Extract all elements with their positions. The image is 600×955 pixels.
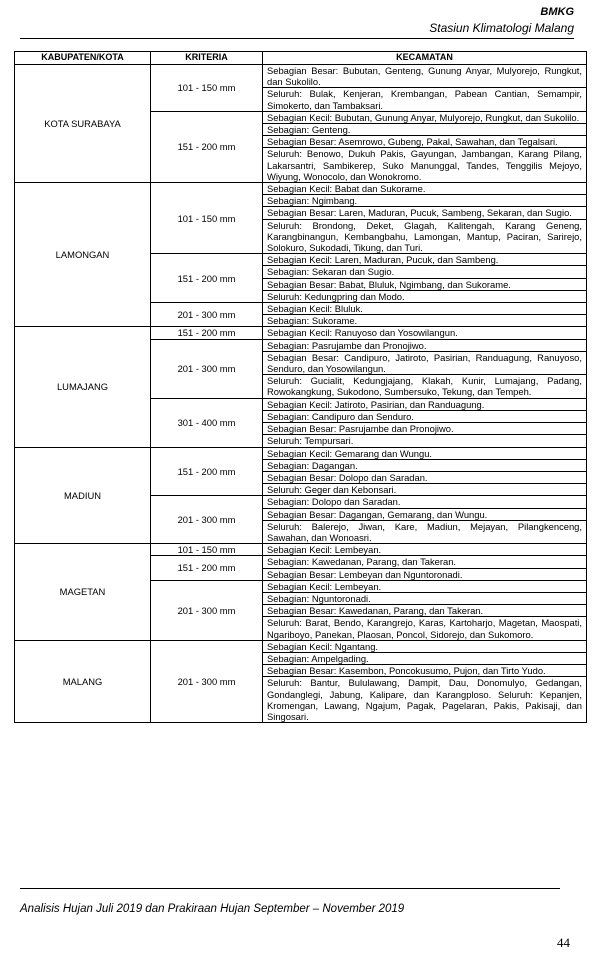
kecamatan-cell: Sebagian Kecil: Gemarang dan Wungu.: [263, 447, 587, 459]
kabupaten-cell: MAGETAN: [15, 544, 151, 641]
kriteria-cell: 101 - 150 mm: [151, 65, 263, 112]
table-row: [15, 447, 587, 459]
kecamatan-cell: Sebagian: Genteng.: [263, 124, 587, 136]
header-title: BMKG: [540, 6, 574, 18]
kriteria-cell: 301 - 400 mm: [151, 398, 263, 447]
table-row: [15, 183, 587, 195]
kecamatan-cell: Sebagian Besar: Lembeyan dan Nguntoronadi.: [263, 568, 587, 580]
kecamatan-cell: Sebagian: Dolopo dan Saradan.: [263, 496, 587, 508]
kecamatan-cell: Sebagian Kecil: Lembeyan.: [263, 544, 587, 556]
kecamatan-cell: Sebagian: Ngimbang.: [263, 195, 587, 207]
kecamatan-cell: Sebagian Kecil: Ngantang.: [263, 640, 587, 652]
kabupaten-cell: MALANG: [15, 640, 151, 722]
kecamatan-cell: Seluruh: Gucialit, Kedungjajang, Klakah, Kunir, Lumajang, Padang, Rowokangkung, Sukodono, Sumbersuko, Tekung, dan Tempeh.: [263, 375, 587, 398]
kecamatan-cell: Sebagian Kecil: Laren, Maduran, Pucuk, dan Sambeng.: [263, 254, 587, 266]
kecamatan-cell: Seluruh: Kedungpring dan Modo.: [263, 290, 587, 302]
kecamatan-cell: Sebagian Kecil: Ranuyoso dan Yosowilangun.: [263, 327, 587, 339]
kecamatan-cell: Seluruh: Bulak, Kenjeran, Krembangan, Pabean Cantian, Semampir, Simokerto, dan Tambaksari.: [263, 88, 587, 111]
table-row: [15, 327, 587, 339]
header-subtitle: Stasiun Klimatologi Malang: [429, 21, 574, 35]
kabupaten-cell: KOTA SURABAYA: [15, 65, 151, 183]
kecamatan-cell: Sebagian Besar: Kawedanan, Parang, dan Takeran.: [263, 605, 587, 617]
header-kabupaten: KABUPATEN/KOTA: [15, 52, 151, 65]
table-body: [15, 65, 587, 723]
table-row: [15, 640, 587, 652]
page-number: 44: [557, 935, 570, 950]
kecamatan-cell: Sebagian Besar: Asemrowo, Gubeng, Pakal, Sawahan, dan Tegalsari.: [263, 136, 587, 148]
kecamatan-cell: Seluruh: Brondong, Deket, Glagah, Kalitengah, Karang Geneng, Karangbinangun, Kembangbahu, Lamongan, Mantup, Paciran, Sarirejo, Solokuro, Sukodadi, Tikung, dan Turi.: [263, 219, 587, 254]
kriteria-cell: 151 - 200 mm: [151, 111, 263, 182]
kriteria-cell: 151 - 200 mm: [151, 556, 263, 580]
table-header-row: [15, 52, 587, 65]
footer-divider: [20, 888, 560, 889]
kecamatan-cell: Sebagian: Nguntoronadi.: [263, 592, 587, 604]
kriteria-cell: 201 - 300 mm: [151, 640, 263, 722]
kriteria-cell: 201 - 300 mm: [151, 496, 263, 544]
kriteria-cell: 101 - 150 mm: [151, 183, 263, 254]
header-kriteria: KRITERIA: [151, 52, 263, 65]
kecamatan-cell: Sebagian: Kawedanan, Parang, dan Takeran.: [263, 556, 587, 568]
kabupaten-cell: MADIUN: [15, 447, 151, 544]
kecamatan-cell: Sebagian Besar: Dolopo dan Saradan.: [263, 471, 587, 483]
kecamatan-cell: Sebagian Kecil: Bubutan, Gunung Anyar, Mulyorejo, Rungkut, dan Sukolilo.: [263, 111, 587, 123]
kecamatan-cell: Sebagian Besar: Candipuro, Jatiroto, Pasirian, Randuagung, Ranuyoso, Senduro, dan Yosowilangun.: [263, 351, 587, 374]
kecamatan-cell: Seluruh: Tempursari.: [263, 435, 587, 447]
kecamatan-cell: Sebagian: Sukorame.: [263, 315, 587, 327]
rainfall-table: [14, 51, 587, 723]
footer-caption: Analisis Hujan Juli 2019 dan Prakiraan Hujan September – November 2019: [20, 903, 405, 915]
header-kecamatan: KECAMATAN: [263, 52, 587, 65]
kecamatan-cell: Sebagian Besar: Babat, Bluluk, Ngimbang, dan Sukorame.: [263, 278, 587, 290]
kecamatan-cell: Sebagian Besar: Kasembon, Poncokusumo, Pujon, dan Tirto Yudo.: [263, 665, 587, 677]
kabupaten-cell: LAMONGAN: [15, 183, 151, 327]
kecamatan-cell: Sebagian: Candipuro dan Senduro.: [263, 410, 587, 422]
kecamatan-cell: Sebagian Besar: Laren, Maduran, Pucuk, Sambeng, Sekaran, dan Sugio.: [263, 207, 587, 219]
table-row: [15, 65, 587, 88]
kecamatan-cell: Seluruh: Benowo, Dukuh Pakis, Gayungan, Jambangan, Karang Pilang, Lakarsantri, Sambikerep, Suko Manunggal, Tandes, Tenggilis Mejoyo, Wiyung, Wonocolo, dan Wonokromo.: [263, 148, 587, 183]
kecamatan-cell: Sebagian Kecil: Bluluk.: [263, 303, 587, 315]
kriteria-cell: 201 - 300 mm: [151, 303, 263, 327]
kriteria-cell: 101 - 150 mm: [151, 544, 263, 556]
kecamatan-cell: Sebagian: Pasrujambe dan Pronojiwo.: [263, 339, 587, 351]
header-divider: [20, 38, 574, 39]
kecamatan-cell: Sebagian: Sekaran dan Sugio.: [263, 266, 587, 278]
kecamatan-cell: Sebagian Kecil: Babat dan Sukorame.: [263, 183, 587, 195]
kecamatan-cell: Sebagian Besar: Dagangan, Gemarang, dan Wungu.: [263, 508, 587, 520]
kriteria-cell: 151 - 200 mm: [151, 327, 263, 339]
kecamatan-cell: Seluruh: Geger dan Kebonsari.: [263, 484, 587, 496]
kecamatan-cell: Seluruh: Bantur, Bululawang, Dampit, Dau, Donomulyo, Gedangan, Gondanglegi, Jabung, Kalipare, dan Karangploso. Seluruh: Kepanjen, Kromengan, Lawang, Ngajum, Pagak, Pagelaran, Pakis, Pakisaji, dan Singosari.: [263, 677, 587, 723]
kriteria-cell: 151 - 200 mm: [151, 447, 263, 496]
kecamatan-cell: Sebagian: Ampelgading.: [263, 652, 587, 664]
table-row: [15, 544, 587, 556]
kecamatan-cell: Sebagian Kecil: Jatiroto, Pasirian, dan Randuagung.: [263, 398, 587, 410]
kecamatan-cell: Seluruh: Barat, Bendo, Karangrejo, Karas, Kartoharjo, Magetan, Maospati, Ngariboyo, Panekan, Plaosan, Poncol, Sidorejo, dan Sukomoro.: [263, 617, 587, 640]
kriteria-cell: 151 - 200 mm: [151, 254, 263, 303]
kabupaten-cell: LUMAJANG: [15, 327, 151, 447]
kecamatan-cell: Sebagian Besar: Bubutan, Genteng, Gunung Anyar, Mulyorejo, Rungkut, dan Sukolilo.: [263, 65, 587, 88]
kriteria-cell: 201 - 300 mm: [151, 339, 263, 398]
kecamatan-cell: Seluruh: Balerejo, Jiwan, Kare, Madiun, Mejayan, Pilangkenceng, Sawahan, dan Wonoasri.: [263, 520, 587, 543]
kecamatan-cell: Sebagian: Dagangan.: [263, 459, 587, 471]
kecamatan-cell: Sebagian Kecil: Lembeyan.: [263, 580, 587, 592]
kecamatan-cell: Sebagian Besar: Pasrujambe dan Pronojiwo.: [263, 423, 587, 435]
kriteria-cell: 201 - 300 mm: [151, 580, 263, 640]
